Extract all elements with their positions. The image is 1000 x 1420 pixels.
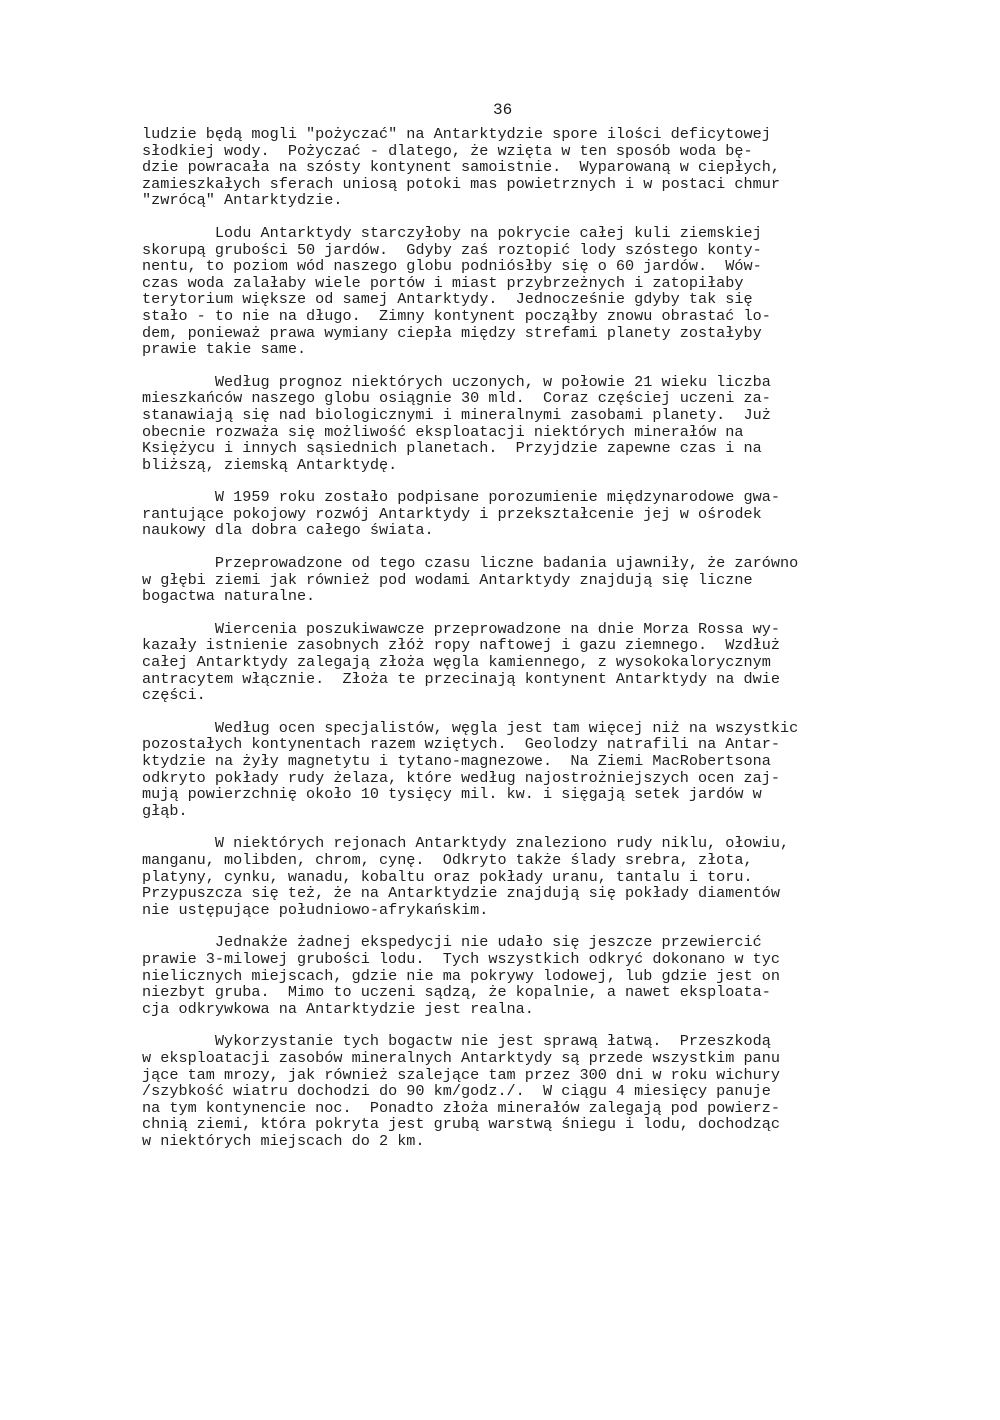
text-line: nentu, to poziom wód naszego globu podniósłby się o 60 jardów. Wów- — [142, 257, 762, 276]
text-line: kazały istnienie zasobnych złóż ropy naftowej i gazu ziemnego. Wzdłuż — [142, 636, 780, 655]
text-line: /szybkość wiatru dochodzi do 90 km/godz./. W ciągu 4 miesięcy panuje — [142, 1082, 771, 1101]
text-line: na tym kontynencie noc. Ponadto złoża minerałów zalegają pod powierz- — [142, 1098, 780, 1117]
text-line: dzie powracała na szósty kontynent samoistnie. Wyparowaną w ciepłych, — [142, 158, 780, 177]
text-line: w eksploatacji zasobów mineralnych Antarktydy są przede wszystkim panu — [142, 1048, 780, 1067]
paragraph — [142, 934, 882, 1017]
text-line: w niektórych miejscach do 2 km. — [142, 1131, 425, 1150]
text-line: Przeprowadzone od tego czasu liczne badania ujawniły, że zarówno — [142, 554, 799, 573]
text-line: pozostałych kontynentach razem wziętych. Geolodzy natrafili na Antar- — [142, 735, 780, 754]
text-line: chnią ziemi, która pokryta jest grubą warstwą śniegu i lodu, dochodząc — [142, 1115, 780, 1134]
text-line: platyny, cynku, wanadu, kobaltu oraz pokłady uranu, tantalu i toru. — [142, 867, 753, 886]
paragraph — [142, 225, 882, 358]
text-line: rantujące pokojowy rozwój Antarktydy i przekształcenie jej w ośrodek — [142, 504, 762, 523]
text-line: skorupą grubości 50 jardów. Gdyby zaś roztopić lody szóstego konty- — [142, 240, 762, 259]
text-line: ktydzie na żyły magnetytu i tytano-magnezowe. Na Ziemi MacRobertsona — [142, 752, 771, 770]
text-line: terytorium większe od samej Antarktydy. Jednocześnie gdyby tak się — [142, 290, 753, 309]
paragraph — [142, 1033, 882, 1149]
text-line: ludzie będą mogli "pożyczać" na Antarktydzie spore ilości deficytowej — [142, 125, 771, 143]
text-line: Według prognoz niektórych uczonych, w połowie 21 wieku liczba — [142, 372, 771, 391]
text-line: dem, ponieważ prawa wymiany ciepła między strefami planety zostałyby — [142, 323, 762, 342]
paragraph — [142, 835, 882, 918]
text-line: Jednakże żadnej ekspedycji nie udało się jeszcze przewiercić — [142, 933, 762, 952]
text-line: stanawiają się nad biologicznymi i mineralnymi zasobami planety. Już — [142, 405, 771, 424]
text-line: W 1959 roku zostało podpisane porozumienie międzynarodowe gwa- — [142, 488, 780, 507]
text-line: głąb. — [142, 801, 188, 820]
page-number: 36 — [493, 101, 513, 119]
paragraph — [142, 126, 882, 209]
paragraph — [142, 374, 882, 474]
paragraph — [142, 489, 882, 539]
text-line: obecnie rozważa się możliwość eksploatacji niektórych minerałów na — [142, 422, 744, 441]
text-line: całej Antarktydy zalegają złoża węgla kamiennego, z wysokokalorycznym — [142, 653, 771, 672]
text-line: odkryto pokłady rudy żelaza, które według najostrożniejszych ocen zaj- — [142, 768, 780, 787]
text-line: mują powierzchnię około 10 tysięcy mil. kw. i sięgają setek jardów w — [142, 785, 762, 804]
text-line: Wiercenia poszukiwawcze przeprowadzone na dnie Morza Rossa wy- — [142, 619, 780, 638]
text-line: "zwrócą" Antarktydzie. — [142, 191, 343, 210]
text-line: W niektórych rejonach Antarktydy znaleziono rudy niklu, ołowiu, — [142, 834, 790, 853]
paragraph — [142, 621, 882, 704]
text-line: Według ocen specjalistów, węgla jest tam więcej niż na wszystkic — [142, 718, 799, 737]
paragraph — [142, 720, 882, 820]
text-line: cja odkrywkowa na Antarktydzie jest realna. — [142, 999, 534, 1018]
text-line: części. — [142, 686, 206, 705]
text-line: prawie 3-milowej grubości lodu. Tych wszystkich odkryć dokonano w tyc — [142, 949, 780, 968]
text-line: Wykorzystanie tych bogactw nie jest sprawą łatwą. Przeszkodą — [142, 1032, 771, 1051]
text-line: Przypuszcza się też, że na Antarktydzie znajdują się pokłady diamentów — [142, 884, 780, 903]
text-line: niezbyt gruba. Mimo to uczeni sądzą, że kopalnie, a nawet eksploata- — [142, 983, 771, 1002]
text-line: prawie takie same. — [142, 340, 307, 359]
text-line: Księżycu i innych sąsiednich planetach. Przyjdzie zapewne czas i na — [142, 439, 762, 458]
text-line: zamieszkałych sferach uniosą potoki mas powietrznych i w postaci chmur — [142, 174, 780, 193]
text-line: Lodu Antarktydy starczyłoby na pokrycie całej kuli ziemskiej — [142, 223, 762, 242]
text-line: w głębi ziemi jak również pod wodami Antarktydy znajdują się liczne — [142, 570, 753, 589]
text-line: antracytem włącznie. Złoża te przecinają kontynent Antarktydy na dwie — [142, 669, 780, 688]
text-line: bogactwa naturalne. — [142, 587, 316, 606]
text-line: mieszkańców naszego globu osiągnie 30 mld. Coraz częściej uczeni za- — [142, 389, 771, 408]
text-line: słodkiej wody. Pożyczać - dlatego, że wzięta w ten sposób woda bę- — [142, 141, 753, 160]
body-text — [142, 126, 882, 1165]
text-line: jące tam mrozy, jak również szalejące tam przez 300 dni w roku wichury — [142, 1065, 780, 1084]
text-line: manganu, molibden, chrom, cynę. Odkryto także ślady srebra, złota, — [142, 850, 753, 869]
text-line: nielicznych miejscach, gdzie nie ma pokrywy lodowej, lub gdzie jest on — [142, 966, 780, 985]
text-line: nie ustępujące południowo-afrykańskim. — [142, 900, 489, 919]
text-line: bliższą, ziemską Antarktydę. — [142, 455, 398, 474]
text-line: czas woda zalałaby wiele portów i miast przybrzeżnych i zatopiłaby — [142, 273, 744, 292]
paragraph — [142, 555, 882, 605]
text-line: naukowy dla dobra całego świata. — [142, 521, 434, 540]
text-line: stało - to nie na długo. Zimny kontynent począłby znowu obrastać lo- — [142, 306, 771, 325]
